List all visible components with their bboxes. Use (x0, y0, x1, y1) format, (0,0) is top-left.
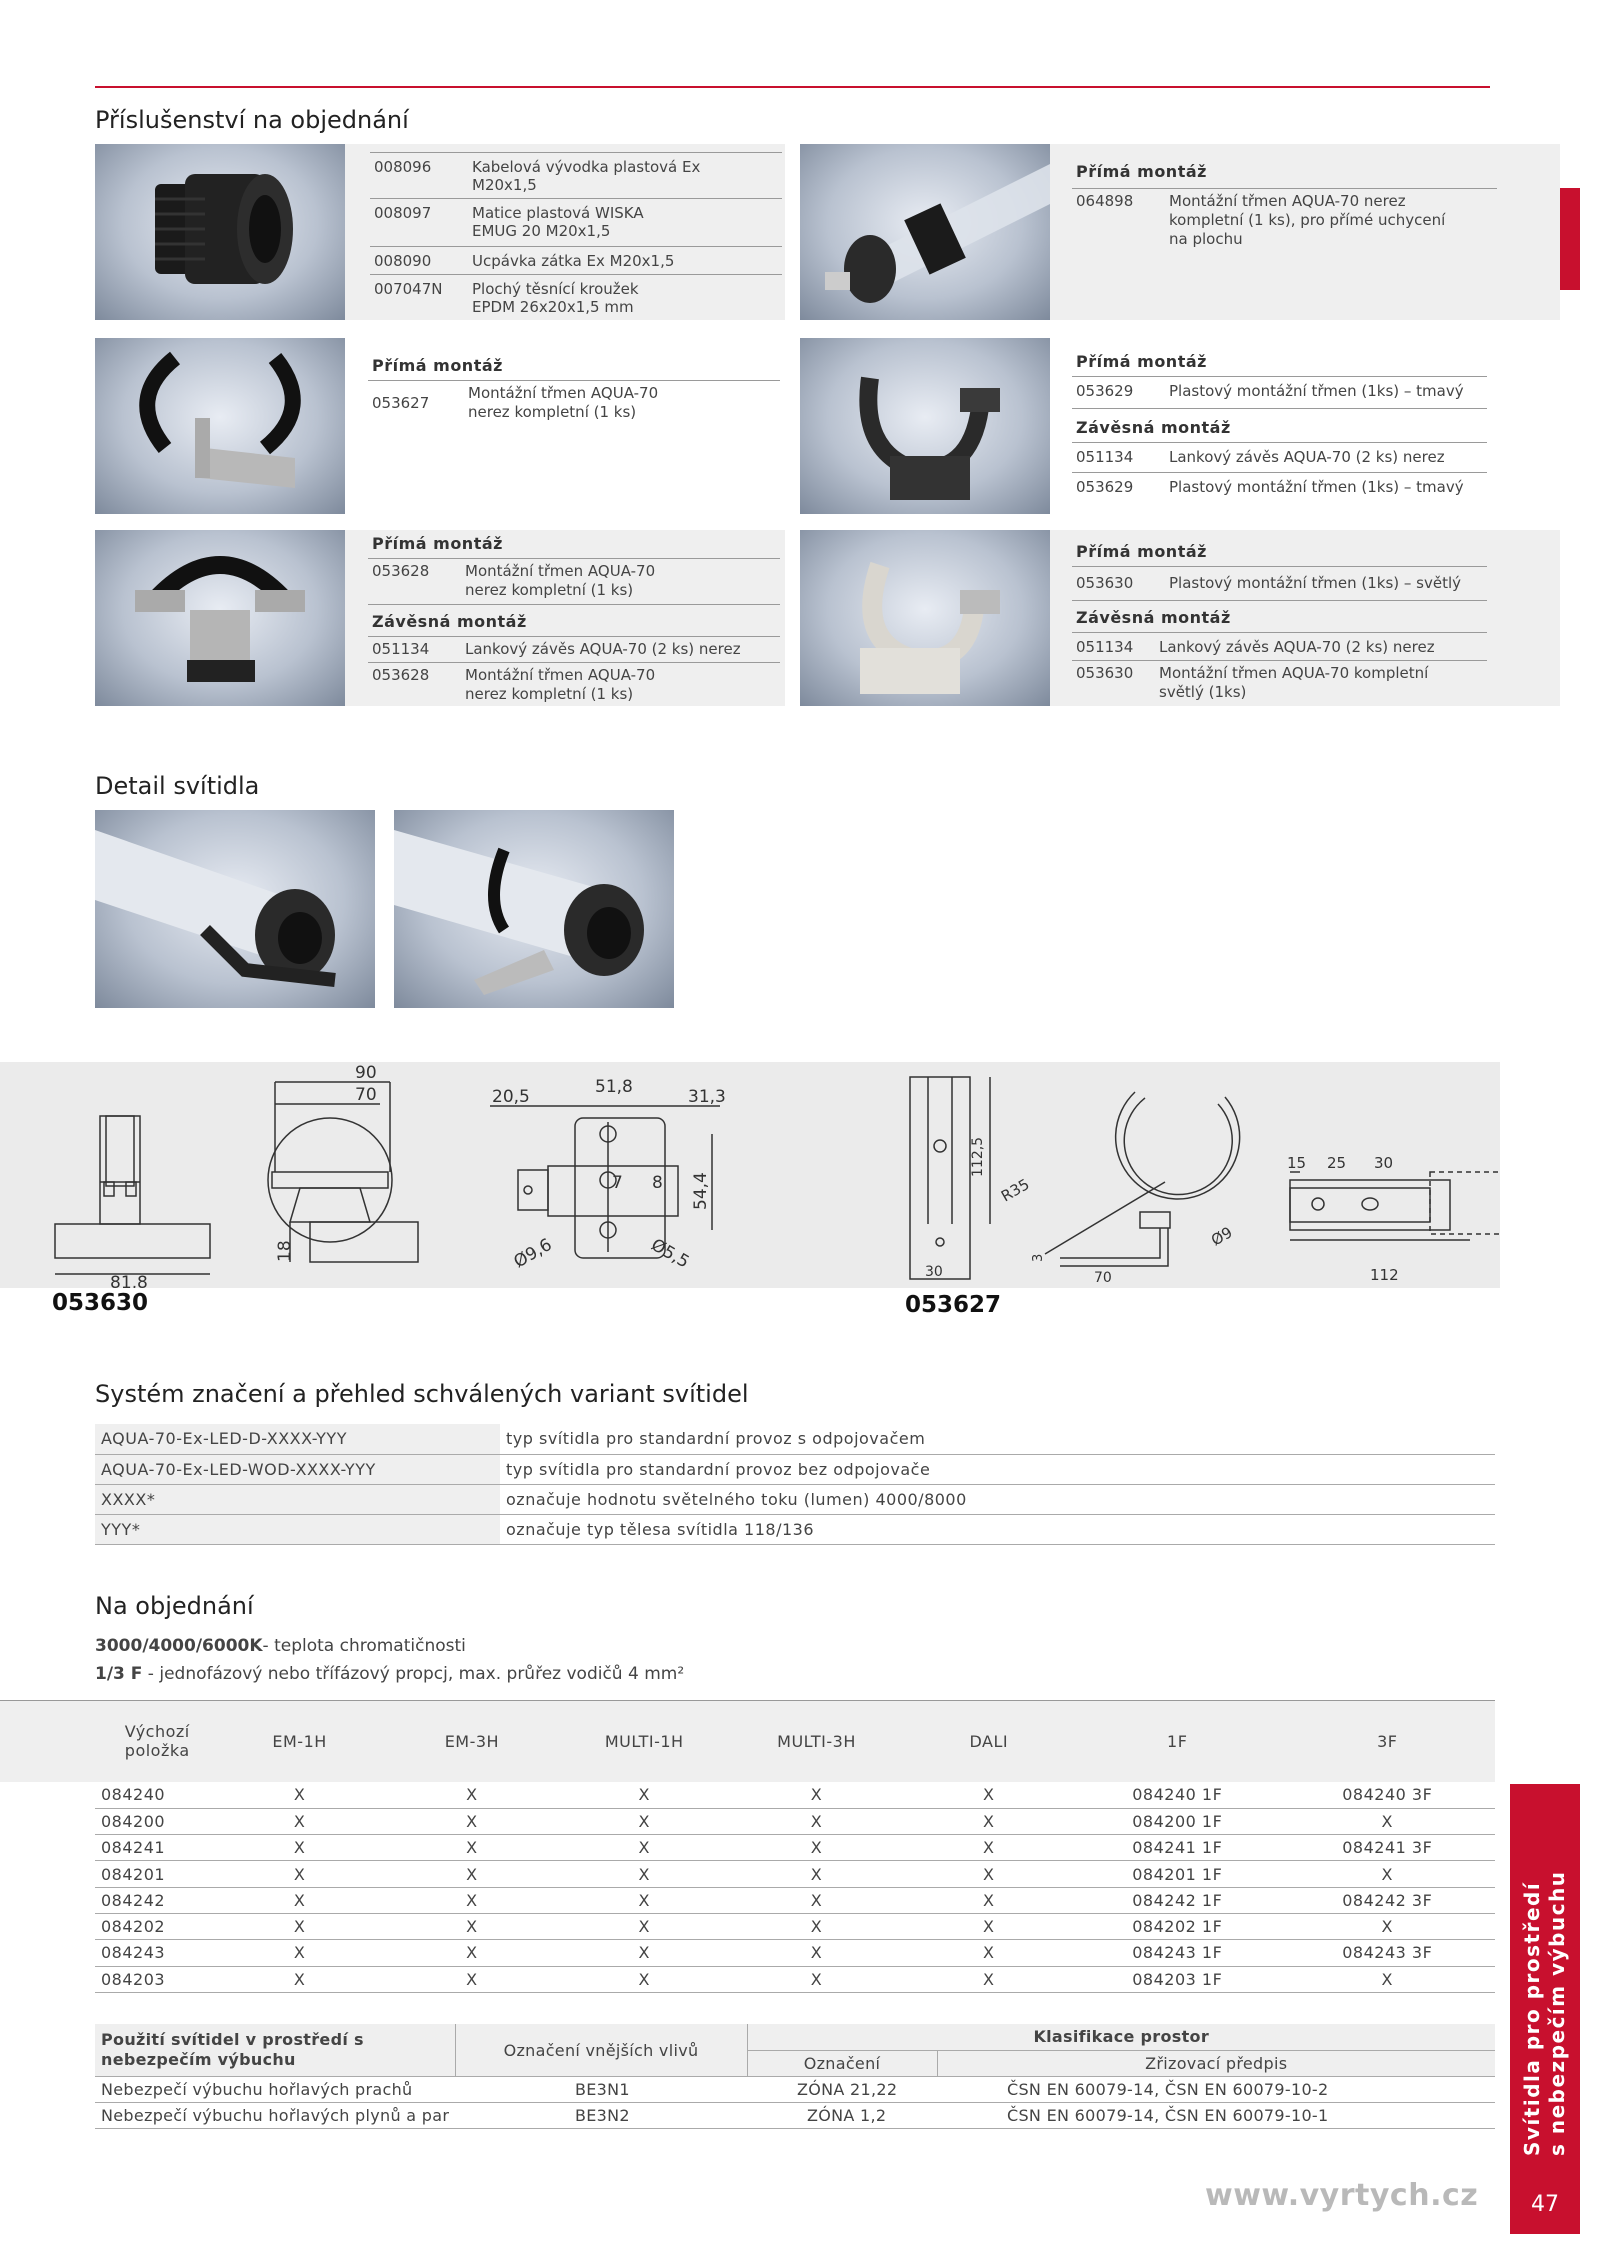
dim-3: 3 (1031, 1253, 1046, 1262)
technical-drawings-band (0, 1062, 1500, 1288)
website-link[interactable]: www.vyrtych.cz (1205, 2178, 1479, 2213)
table-row: YYY* označuje typ tělesa svítidla 118/136 (95, 1514, 1495, 1544)
dim-112-5: 112,5 (970, 1136, 986, 1177)
dim-112: 112 (1370, 1266, 1399, 1284)
dim-7: 7 (612, 1173, 623, 1193)
dim-70b: 70 (1094, 1270, 1112, 1286)
top-divider (95, 86, 1490, 88)
dim-15: 15 (1287, 1154, 1307, 1172)
panel-1-rows: 008096 Kabelová vývodka plastová Ex M20x1,5 008097 Matice plastová WISKA EMUG 20 M20x1,5 008090 Ucpávka zátka Ex M20x1,5 007047N Plochý těsnící kroužek EPDM 26x20x1,5 mm (374, 158, 701, 316)
dim-51-8: 51,8 (595, 1077, 633, 1097)
order-table: Výchozí položka EM-1H EM-3H MULTI-1H MULTI-3H DALI 1F 3F 084240 X X X X X 084240 1F 084240 3F 084200 X X X X X 084200 1F X 084241 X X X X X 084241 1F 084241 3F 084201 X X X X X 084201 1F X 084242 X X X X X 084242 1F 084242 3F 084202 X X X X X 084202 1F X 084243 X X X X X 084243 1F 084243 3F 084203 X X X X X 084203 1F X (95, 1700, 1495, 1993)
dim-25: 25 (1327, 1154, 1347, 1172)
table-row: AQUA-70-Ex-LED-D-XXXX-YYY typ svítidla pro standardní provoz s odpojovačem (95, 1424, 1495, 1454)
detail-photo-1 (95, 810, 375, 1008)
panel-2-rows: 064898 Montážní třmen AQUA-70 nerez kompletní (1 ks), pro přímé uchycení na plochu (1076, 192, 1446, 248)
table-row: 084202 X X X X X 084202 1F X (95, 1913, 1495, 1939)
order-table-body (95, 1782, 1495, 1992)
dim-31-3: 31,3 (688, 1087, 726, 1107)
system-heading: Systém značení a přehled schválených variant svítidel (95, 1380, 749, 1408)
detail-heading: Detail svítidla (95, 772, 260, 800)
dim-20-5: 20,5 (492, 1087, 530, 1107)
order-note-2: 1/3 F - jednofázový nebo třífázový propcj, max. průřez vodičů 4 mm² (95, 1664, 685, 1684)
dim-5-5: Ø5,5 (647, 1235, 693, 1273)
table-row: Nebezpečí výbuchu hořlavých plynů a par BE3N2 ZÓNA 1,2 ČSN EN 60079-14, ČSN EN 60079-10-1 (95, 2103, 1495, 2129)
table-row: 084241 X X X X X 084241 1F 084241 3F (95, 1835, 1495, 1861)
plastic-bracket-light-photo (800, 530, 1050, 706)
table-row: 084200 X X X X X 084200 1F X (95, 1808, 1495, 1834)
table-row: 084203 X X X X X 084203 1F X (95, 1966, 1495, 1992)
table-row: XXXX* označuje hodnotu světelného toku (lumen) 4000/8000 (95, 1484, 1495, 1514)
table-row: 084201 X X X X X 084201 1F X (95, 1861, 1495, 1887)
detail-photo-2 (394, 810, 674, 1008)
drawing-id-053627: 053627 (905, 1292, 1002, 1318)
system-table (95, 1424, 1495, 1545)
panel-3-rows: 053627 Montážní třmen AQUA-70 nerez kompletní (1 ks) (372, 384, 659, 421)
dim-9-6: Ø9,6 (510, 1234, 556, 1273)
dim-R35: R35 (998, 1175, 1033, 1206)
table-row: 084243 X X X X X 084243 1F 084243 3F (95, 1940, 1495, 1966)
table-row: AQUA-70-Ex-LED-WOD-XXXX-YYY typ svítidla pro standardní provoz bez odpojovače (95, 1454, 1495, 1484)
cable-gland-photo (95, 144, 345, 320)
section-side-tab: Svítidla pro prostředí s nebezpečím výbuchu (1510, 1784, 1580, 2174)
drawing-id-053630: 053630 (52, 1290, 149, 1316)
dim-90: 90 (355, 1063, 377, 1083)
mount-bracket-053628-photo (95, 530, 345, 706)
order-note-1: 3000/4000/6000K- teplota chromatičnosti (95, 1636, 466, 1656)
order-heading: Na objednání (95, 1592, 254, 1620)
dim-70: 70 (355, 1085, 377, 1105)
technical-drawings (0, 1062, 1500, 1288)
dim-30b: 30 (1374, 1154, 1394, 1172)
page-number: 47 (1510, 2174, 1580, 2234)
table-row: 084242 X X X X X 084242 1F 084242 3F (95, 1887, 1495, 1913)
dim-81-8: 81,8 (110, 1273, 148, 1288)
table-row: Nebezpečí výbuchu hořlavých prachů BE3N1 ZÓNA 21,22 ČSN EN 60079-14, ČSN EN 60079-10-2 (95, 2077, 1495, 2103)
plastic-bracket-dark-photo (800, 338, 1050, 514)
table-row: 084240 X X X X X 084240 1F 084240 3F (95, 1782, 1495, 1808)
accessories-heading: Příslušenství na objednání (95, 106, 409, 134)
dim-18: 18 (275, 1240, 295, 1262)
dim-8: 8 (652, 1173, 663, 1193)
mount-bracket-053627-photo (95, 338, 345, 514)
dim-54-4: 54,4 (691, 1172, 711, 1210)
mount-bracket-064898-photo (800, 144, 1050, 320)
dim-30a: 30 (925, 1264, 943, 1280)
environment-table: Použití svítidel v prostředí s nebezpečím výbuchu Označení vnějších vlivů Klasifikace prostor Označení Zřizovací předpis Nebezpečí výbuchu hořlavých prachů BE3N1 ZÓNA 21,22 ČSN EN 60079-14, ČSN EN 60079-10-2 Nebezpečí výbuchu hořlavých plynů a par BE3N2 ZÓNA 1,2 ČSN EN 60079-14, ČSN EN 60079-10-1 (95, 2024, 1495, 2129)
dim-9: Ø9 (1208, 1223, 1236, 1250)
